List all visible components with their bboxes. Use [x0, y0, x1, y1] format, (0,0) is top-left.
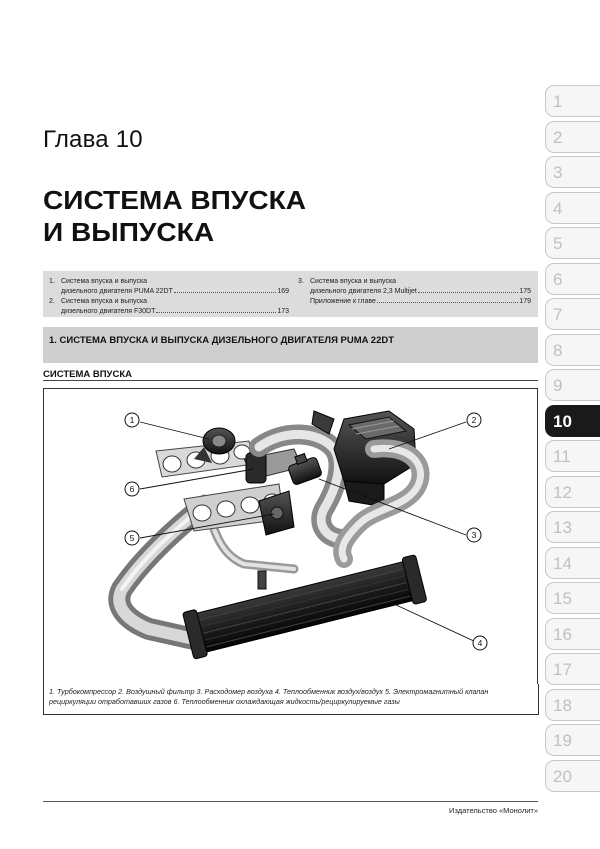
- mounting-bracket: [258, 571, 266, 589]
- toc-entry-number: 2.: [49, 298, 55, 305]
- toc-entry-page: 179: [519, 298, 531, 305]
- chapter-tab-2[interactable]: 2: [545, 121, 600, 153]
- chapter-tab-14[interactable]: 14: [545, 547, 600, 579]
- chapter-tab-20[interactable]: 20: [545, 760, 600, 792]
- chapter-tab-15[interactable]: 15: [545, 582, 600, 614]
- callout-3: [467, 528, 481, 542]
- chapter-tab-9[interactable]: 9: [545, 369, 600, 401]
- intercooler: [182, 555, 426, 660]
- callout-1: [125, 413, 139, 427]
- chapter-tab-8[interactable]: 8: [545, 334, 600, 366]
- chapter-tab-6[interactable]: 6: [545, 263, 600, 295]
- toc-leader-dots: [156, 312, 276, 313]
- toc-entry-line1: Система впуска и выпуска: [61, 298, 148, 305]
- callout-2: [467, 413, 481, 427]
- toc-entry-page: 169: [277, 287, 289, 295]
- callout-4: [473, 636, 487, 650]
- callout-4-label: 4: [477, 638, 483, 648]
- chapter-tab-4[interactable]: 4: [545, 192, 600, 224]
- callout-2-label: 2: [471, 415, 477, 425]
- subsection-heading: СИСТЕМА ВПУСКА: [43, 369, 132, 380]
- callout-3-label: 3: [471, 530, 477, 540]
- section-heading: 1. СИСТЕМА ВПУСКА И ВЫПУСКА ДИЗЕЛЬНОГО ДВИГАТЕЛЯ PUMA 22DT: [43, 327, 538, 363]
- toc-entry-3[interactable]: [298, 277, 531, 296]
- chapter-tab-12[interactable]: 12: [545, 476, 600, 508]
- callout-1-label: 1: [129, 415, 135, 425]
- intake-system-illustration: [44, 389, 537, 685]
- toc-column-left: [49, 277, 289, 317]
- chapter-tab-16[interactable]: 16: [545, 618, 600, 650]
- chapter-tab-13[interactable]: 13: [545, 511, 600, 543]
- subsection-rule: [43, 380, 538, 381]
- toc-leader-dots: [418, 292, 518, 293]
- toc-entry-line2: дизельного двигателя 2,3 Multijet: [310, 287, 417, 295]
- chapter-tab-7[interactable]: 7: [545, 298, 600, 330]
- chapter-tab-10[interactable]: 10: [545, 405, 600, 437]
- chapter-tab-17[interactable]: 17: [545, 653, 600, 685]
- toc-leader-dots: [377, 302, 518, 303]
- chapter-tab-19[interactable]: 19: [545, 724, 600, 756]
- chapter-contents: [43, 271, 538, 317]
- toc-entry-number: 1.: [49, 278, 55, 285]
- toc-entry-page: 173: [277, 307, 289, 315]
- toc-leader-dots: [174, 292, 276, 293]
- chapter-tab-1[interactable]: 1: [545, 85, 600, 117]
- toc-entry-line1: Система впуска и выпуска: [61, 278, 148, 285]
- figure-caption: 1. Турбокомпрессор 2. Воздушный фильтр 3. Расходомер воздуха 4. Теплообменник воздух/воздух 5. Электромагнитный клапан рециркуляции отработавших газов 6. Теплообменник охлаждающая жидкость/рециркулируемые газы: [43, 684, 539, 715]
- chapter-tabs: [545, 85, 600, 795]
- publisher-name: Издательство «Монолит»: [449, 806, 538, 815]
- toc-column-right: [298, 277, 531, 308]
- callout-6-label: 6: [129, 484, 135, 494]
- toc-entry-appendix[interactable]: [298, 297, 531, 307]
- toc-entry-1[interactable]: [49, 277, 289, 296]
- footer-rule: [43, 801, 538, 802]
- chapter-tab-18[interactable]: 18: [545, 689, 600, 721]
- callout-5-label: 5: [129, 533, 135, 543]
- intake-system-figure: [43, 388, 538, 686]
- callout-5: [125, 531, 139, 545]
- chapter-title: [43, 184, 306, 248]
- callout-6: [125, 482, 139, 496]
- toc-entry-number: 3.: [298, 278, 304, 285]
- chapter-tab-5[interactable]: 5: [545, 227, 600, 259]
- chapter-tab-11[interactable]: 11: [545, 440, 600, 472]
- chapter-title-line2: И ВЫПУСКА: [43, 217, 215, 247]
- toc-entry-page: 175: [519, 287, 531, 295]
- chapter-tab-3[interactable]: 3: [545, 156, 600, 188]
- toc-entry-line1: Система впуска и выпуска: [310, 278, 397, 285]
- toc-entry-line2: Приложение к главе: [310, 298, 376, 305]
- chapter-label: Глава 10: [43, 126, 143, 153]
- chapter-title-line1: СИСТЕМА ВПУСКА: [43, 185, 307, 215]
- toc-entry-2[interactable]: [49, 297, 289, 316]
- toc-entry-line2: дизельного двигателя PUMA 22DT: [61, 287, 173, 295]
- toc-entry-line2: дизельного двигателя F30DT: [61, 307, 156, 315]
